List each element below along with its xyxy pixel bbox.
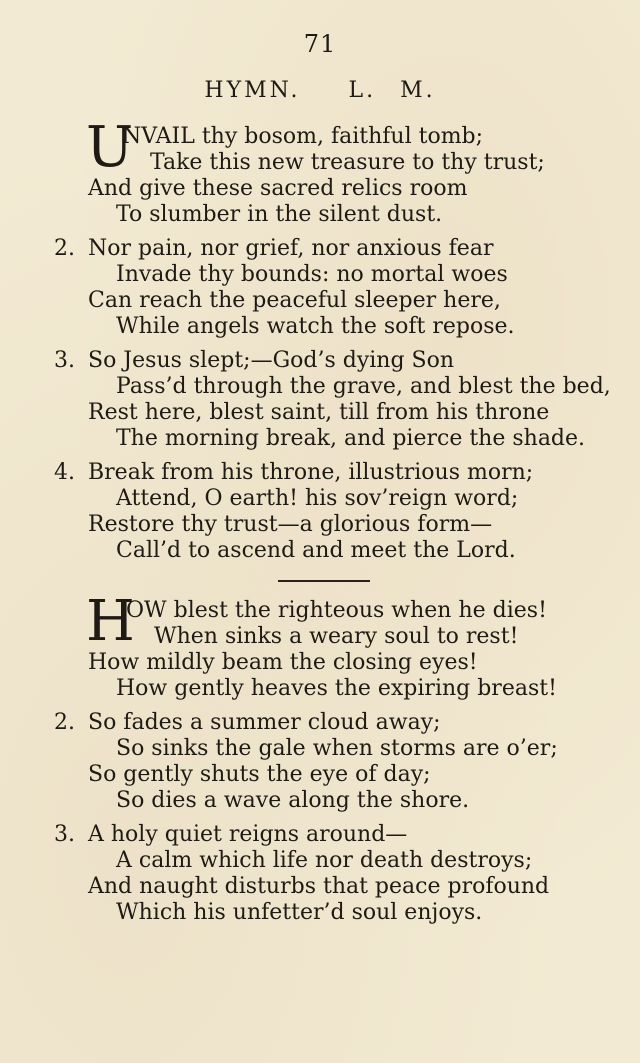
verse-line: Nor pain, nor grief, nor anxious fear [88,236,494,261]
drop-cap: H [86,589,135,654]
verse-line: How gently heaves the expiring breast! [116,676,557,701]
verse-line: Restore thy trust—a glorious form— [88,512,493,537]
verse-line: Take this new treasure to thy trust; [150,150,545,175]
hymn-heading-word: HYMN. [204,78,301,103]
verse-line: How mildly beam the closing eyes! [88,650,478,675]
verse-line: And give these sacred relics room [88,176,468,201]
verse-line: Can reach the peaceful sleeper here, [88,288,501,313]
verse-number: 3. [54,822,75,847]
verse-line: So sinks the gale when storms are o’er; [116,736,558,761]
verse-line: A holy quiet reigns around— [88,822,408,847]
section-divider [278,580,370,582]
verse-line: The morning break, and pierce the shade. [116,426,586,451]
verse-number: 3. [54,348,75,373]
verse-line: Attend, O earth! his sov’reign word; [116,486,519,511]
hymn-heading [0,78,640,103]
verse-number: 2. [54,236,75,261]
verse-line: While angels watch the soft repose. [116,314,515,339]
verse-line: Rest here, blest saint, till from his throne [88,400,550,425]
verse-line: NVAIL thy bosom, faithful tomb; [122,124,484,149]
verse-line: Invade thy bounds: no mortal woes [116,262,508,287]
hymn-heading-meter: L. M. [348,78,436,103]
verse-number: 2. [54,710,75,735]
verse-line: A calm which life nor death destroys; [116,848,533,873]
verse-line: Call’d to ascend and meet the Lord. [116,538,516,563]
verse-line: So dies a wave along the shore. [116,788,470,813]
verse-line: So gently shuts the eye of day; [88,762,431,787]
verse-line: So fades a summer cloud away; [88,710,441,735]
verse-line: Break from his throne, illustrious morn; [88,460,534,485]
drop-cap: U [86,115,134,180]
verse-line: And naught disturbs that peace profound [88,874,550,899]
verse-number: 4. [54,460,75,485]
verse-line: To slumber in the silent dust. [116,202,443,227]
page-number: 71 [303,30,337,58]
verse-line: OW blest the righteous when he dies! [126,598,547,623]
verse-line: So Jesus slept;—God’s dying Son [88,348,455,373]
verse-line: When sinks a weary soul to rest! [154,624,519,649]
verse-line: Which his unfetter’d soul enjoys. [116,900,483,925]
verse-line: Pass’d through the grave, and blest the bed, [116,374,611,399]
